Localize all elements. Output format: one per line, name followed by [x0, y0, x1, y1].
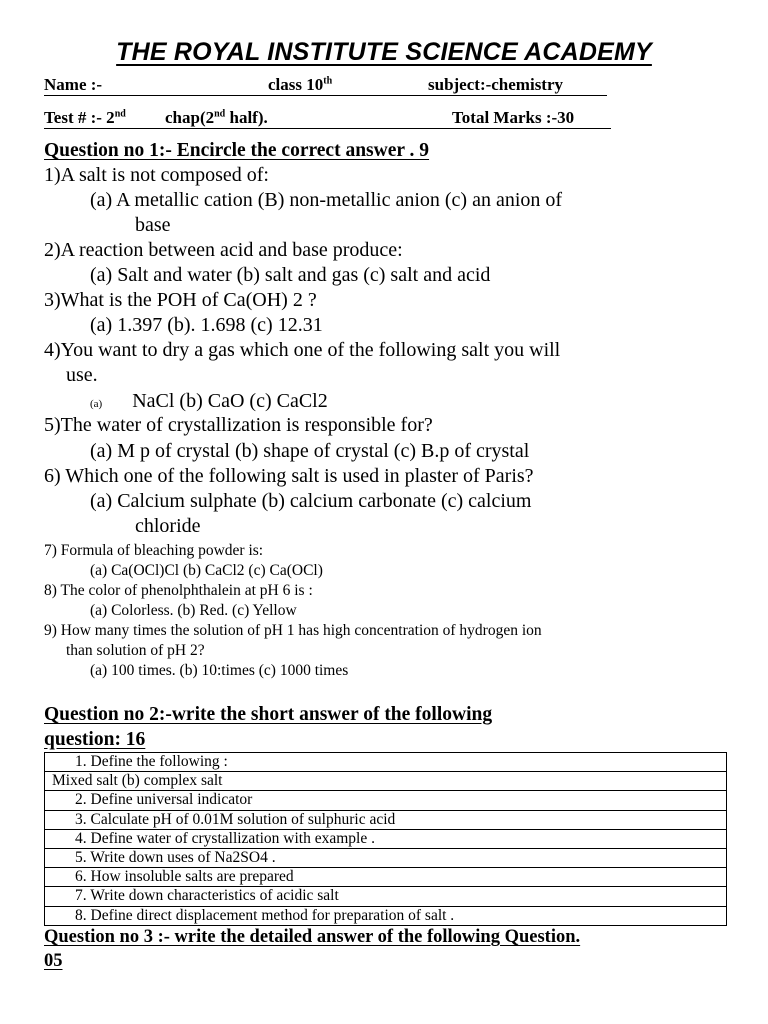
name-label: Name :-	[44, 75, 103, 94]
q1-item-5: 5)The water of crystallization is responsible for?	[44, 414, 433, 436]
q1-item-8: 8) The color of phenolphthalein at pH 6 is :	[44, 582, 313, 599]
table-row	[45, 868, 727, 887]
q1-item-2: 2)A reaction between acid and base produce:	[44, 239, 403, 261]
q1-item-1-options-cont: base	[135, 214, 171, 236]
question-3-heading: Question no 3 :- write the detailed answer of the following Question.	[44, 927, 581, 947]
short-question: 8. Define direct displacement method for preparation of salt .	[45, 906, 727, 925]
table-row	[45, 753, 727, 772]
header-underline-1	[44, 95, 607, 96]
table-row	[45, 810, 727, 829]
table-row	[45, 829, 727, 848]
q1-item-4-cont: use.	[66, 364, 98, 386]
subject-label: subject:-chemistry	[428, 75, 564, 94]
short-question: 2. Define universal indicator	[45, 791, 727, 810]
q1-item-3-options: (a) 1.397 (b). 1.698 (c) 12.31	[90, 314, 323, 336]
institute-title: THE ROYAL INSTITUTE SCIENCE ACADEMY	[116, 38, 652, 66]
short-answer-table	[44, 752, 727, 926]
short-question: 5. Write down uses of Na2SO4 .	[45, 848, 727, 867]
q1-item-5-options: (a) M p of crystal (b) shape of crystal (c) B.p of crystal	[90, 440, 530, 462]
short-question: Mixed salt (b) complex salt	[45, 772, 727, 791]
short-question: 3. Calculate pH of 0.01M solution of sulphuric acid	[45, 810, 727, 829]
total-marks: Total Marks :-30	[452, 108, 575, 127]
q1-item-6-options: (a) Calcium sulphate (b) calcium carbonate (c) calcium	[90, 490, 532, 512]
short-question: 7. Write down characteristics of acidic salt	[45, 887, 727, 906]
q1-item-6: 6) Which one of the following salt is used in plaster of Paris?	[44, 465, 534, 487]
q1-item-7-options: (a) Ca(OCl)Cl (b) CaCl2 (c) Ca(OCl)	[90, 562, 323, 579]
q1-item-9-cont: than solution of pH 2?	[66, 642, 205, 659]
class-label: class 10th	[268, 75, 333, 94]
header-underline-2	[44, 128, 611, 129]
short-question: 1. Define the following :	[45, 753, 727, 772]
q1-item-7: 7) Formula of bleaching powder is:	[44, 542, 264, 559]
table-row	[45, 848, 727, 867]
short-question: 4. Define water of crystallization with example .	[45, 829, 727, 848]
question-2-heading-cont: question: 16	[44, 729, 146, 750]
test-label: Test # :- 2nd	[44, 108, 126, 127]
q1-item-9: 9) How many times the solution of pH 1 has high concentration of hydrogen ion	[44, 622, 542, 639]
q1-item-1: 1)A salt is not composed of:	[44, 164, 269, 186]
q1-item-1-options: (a) A metallic cation (B) non-metallic anion (c) an anion of	[90, 189, 563, 211]
table-row	[45, 906, 727, 925]
table-row	[45, 772, 727, 791]
q1-item-2-options: (a) Salt and water (b) salt and gas (c) salt and acid	[90, 264, 491, 286]
short-question: 6. How insoluble salts are prepared	[45, 868, 727, 887]
question-1-heading: Question no 1:- Encircle the correct answer . 9	[44, 140, 430, 161]
q1-item-6-options-cont: chloride	[135, 515, 201, 537]
table-row	[45, 887, 727, 906]
q1-item-4: 4)You want to dry a gas which one of the following salt you will	[44, 339, 561, 361]
q1-item-3: 3)What is the POH of Ca(OH) 2 ?	[44, 289, 317, 311]
table-row	[45, 791, 727, 810]
question-2-heading: Question no 2:-write the short answer of the following	[44, 704, 493, 725]
question-3-marks: 05	[44, 951, 63, 971]
q1-item-9-options: (a) 100 times. (b) 10:times (c) 1000 times	[90, 662, 349, 679]
q1-item-4-options: (a) NaCl (b) CaO (c) CaCl2	[90, 390, 328, 412]
q1-item-8-options: (a) Colorless. (b) Red. (c) Yellow	[90, 602, 297, 619]
chapter-label: chap(2nd half).	[165, 108, 268, 127]
